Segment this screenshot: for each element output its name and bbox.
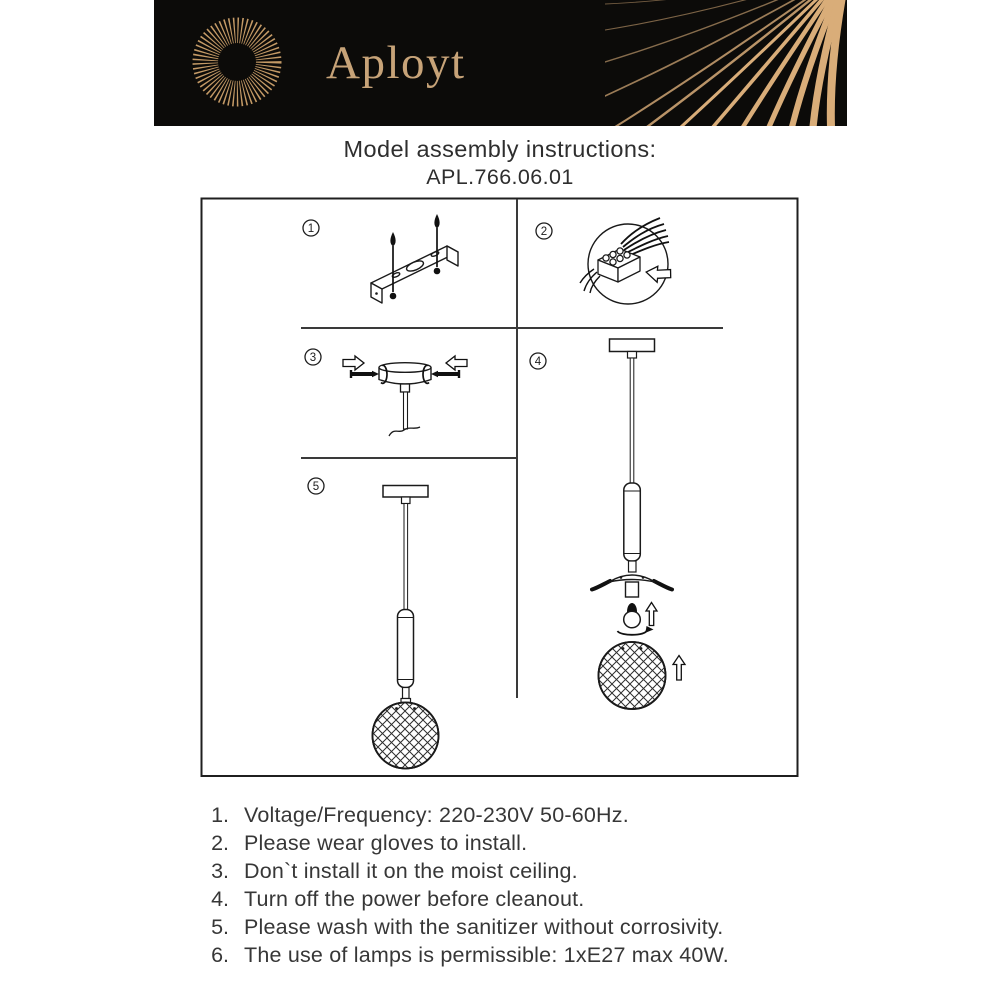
list-item-number: 3. <box>211 858 229 883</box>
list-item-text: The use of lamps is permissible: 1xE27 max 40W. <box>244 942 729 967</box>
diagram-border <box>202 199 798 777</box>
svg-text:4: 4 <box>534 356 542 369</box>
page-title: Model assembly instructions: <box>343 136 657 162</box>
svg-text:1: 1 <box>307 223 315 236</box>
glass-shade <box>599 642 666 709</box>
model-number: APL.766.06.01 <box>426 165 574 189</box>
list-item <box>197 885 837 913</box>
list-item <box>197 857 837 885</box>
list-item-text: Please wear gloves to install. <box>244 830 528 855</box>
instruction-list <box>197 801 837 969</box>
list-item-number: 2. <box>211 830 229 855</box>
brand-banner <box>154 0 847 126</box>
step-2-badge <box>536 223 552 239</box>
svg-text:2: 2 <box>540 226 548 239</box>
list-item-text: Turn off the power before cleanout. <box>244 886 585 911</box>
step-1-badge <box>303 220 319 236</box>
list-item-number: 1. <box>211 802 229 827</box>
list-item-number: 5. <box>211 914 229 939</box>
step-4-badge <box>530 353 546 369</box>
list-item-number: 6. <box>211 942 229 967</box>
list-item-number: 4. <box>211 886 229 911</box>
list-item-text: Don`t install it on the moist ceiling. <box>244 858 578 883</box>
list-item-text: Voltage/Frequency: 220-230V 50-60Hz. <box>244 802 629 827</box>
svg-text:3: 3 <box>309 352 317 365</box>
list-item <box>197 829 837 857</box>
list-item <box>197 941 837 969</box>
step-3-badge <box>305 349 321 365</box>
step-5-badge <box>308 478 324 494</box>
corner-rays-icon <box>605 0 847 126</box>
sunburst-logo-icon <box>191 16 283 108</box>
assembly-diagram <box>200 197 799 778</box>
list-item <box>197 913 837 941</box>
list-item-text: Please wash with the sanitizer without corrosivity. <box>244 914 724 939</box>
glass-shade <box>373 703 439 769</box>
brand-wordmark: Aployt <box>326 37 466 89</box>
list-item <box>197 801 837 829</box>
svg-text:5: 5 <box>312 481 320 494</box>
